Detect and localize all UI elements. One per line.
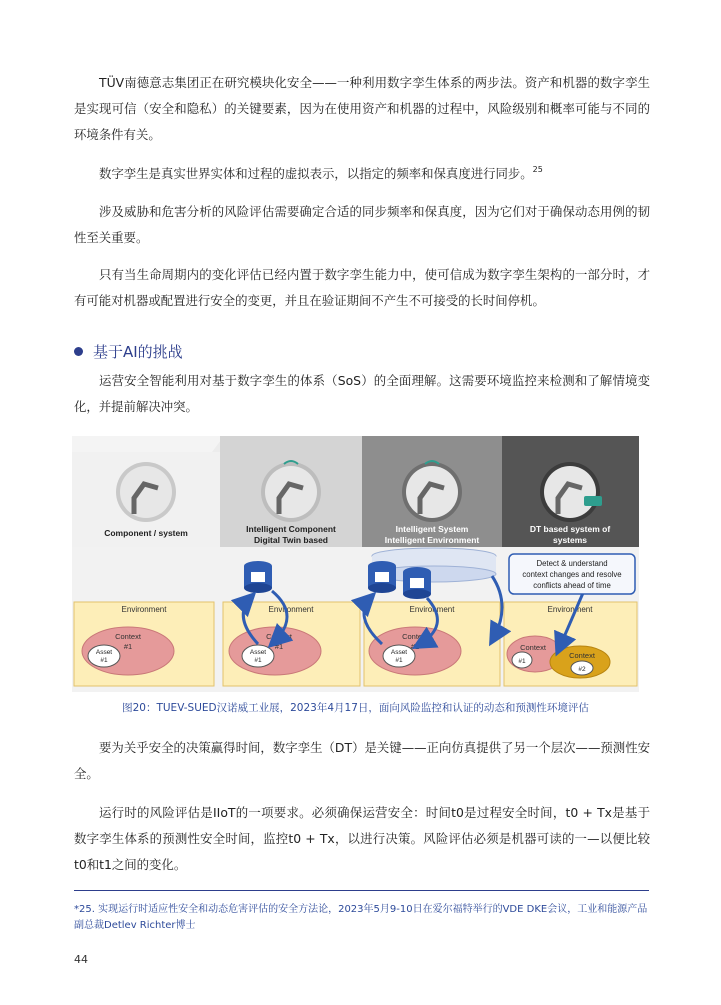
footnote-divider	[74, 890, 649, 891]
figure-diagram	[72, 436, 639, 692]
context-number-3: #1	[410, 642, 420, 651]
column-title-4-line-1: DT based system of	[529, 524, 611, 534]
asset-label-2: Asset	[249, 649, 267, 656]
page-number: 44	[74, 953, 88, 966]
callout-line-3: conflicts ahead of time	[533, 581, 611, 590]
column-1-bg	[72, 436, 224, 452]
section-intro: 运营安全智能利用对基于数字孪生的体系（SoS）的全面理解。这需要环境监控来检测和了解情境变化，并提前解决冲突。	[74, 373, 650, 414]
context-label-1: Context	[115, 632, 141, 641]
callout-line-2: context changes and resolve	[522, 570, 622, 579]
robot-icon-1	[116, 462, 176, 522]
paragraph-4: 只有当生命周期内的变化评估已经内置于数字孪生能力中，使可信成为数字孪生架构的一部分时，才有可能对机器或配置进行安全的变更，并且在验证期间不产生不可接受的长时间停机。	[74, 267, 650, 308]
column-title-3-line-1: Intelligent System	[395, 524, 469, 534]
twin-cylinder-3a	[368, 561, 396, 593]
twin-cylinder-3b	[403, 567, 431, 599]
context-number-2: #1	[274, 642, 284, 651]
asset-label-3: Asset	[390, 649, 408, 656]
environment-label-3: Environment	[409, 605, 455, 614]
paragraph-6: 运行时的风险评估是IIoT的一项要求。必须确保运营安全：时间t0是过程安全时间，t0 + Tx是基于数字孪生体系的预测性安全时间，监控t0 + Tx，以进行决策。风险评估必须是机器可读的一—以便比较t0和t1之间的变化。	[74, 805, 650, 872]
check-badge-icon	[584, 496, 602, 506]
environment-label-4: Environment	[547, 605, 593, 614]
callout-line-1: Detect & understand	[536, 559, 608, 568]
context-number-1: #1	[123, 642, 133, 651]
column-title-1-line-1: Component / system	[104, 528, 188, 538]
environment-label-2: Environment	[268, 605, 314, 614]
context-label-4a: Context	[520, 643, 546, 652]
asset-number-3: #1	[395, 657, 403, 664]
twin-cylinder-2	[244, 561, 272, 593]
column-title-4-line-2: systems	[552, 535, 588, 545]
asset-number-2: #1	[254, 657, 262, 664]
asset-label-1: Asset	[95, 649, 113, 656]
footnote: *25. 实现运行时适应性安全和动态危害评估的安全方法论，2023年5月9-10日在爱尔福特举行的VDE DKE会议，工业和能源产品副总裁Detlev Richter博士	[74, 904, 648, 931]
diagram-svg	[72, 436, 639, 692]
column-title-3-line-2: Intelligent Environment	[384, 535, 480, 545]
asset-number-1: #1	[100, 657, 108, 664]
paragraph-2	[74, 157, 650, 187]
context-label-2: Context	[266, 632, 292, 641]
paragraph-5: 要为关乎安全的决策赢得时间，数字孪生（DT）是关键——正向仿真提供了另一个层次——预测性安全。	[74, 740, 650, 781]
context-label-3: Context	[402, 632, 428, 641]
paragraph-3: 涉及威胁和危害分析的风险评估需要确定合适的同步频率和保真度，因为它们对于确保动态用例的韧性至关重要。	[74, 204, 650, 245]
column-title-2-line-1: Intelligent Component	[246, 524, 336, 534]
paragraph-1: TÜV南德意志集团正在研究模块化安全——一种利用数字孪生体系的两步法。资产和机器的数字孪生是实现可信（安全和隐私）的关键要素，因为在使用资产和机器的过程中，风险级别和概率可能与不同的环境条件有关。	[74, 75, 650, 142]
context-label-4b: Context	[569, 651, 595, 660]
section-heading	[74, 340, 183, 362]
figure-caption: 图20：TUEV-SUED汉诺威工业展，2023年4月17日，面向风险监控和认证的动态和预测性环境评估	[122, 702, 589, 714]
context-number-4a: #1	[518, 658, 526, 665]
environment-label-1: Environment	[121, 605, 167, 614]
column-title-2-line-2: Digital Twin based	[254, 535, 328, 545]
paragraph-2-text: 数字孪生是真实世界实体和过程的虚拟表示，以指定的频率和保真度进行同步。	[99, 166, 533, 181]
footnote-ref[interactable]: 25	[532, 165, 543, 174]
context-number-4b: #2	[578, 666, 586, 673]
section-title: 基于AI的挑战	[93, 342, 183, 361]
bullet-icon	[74, 347, 83, 356]
